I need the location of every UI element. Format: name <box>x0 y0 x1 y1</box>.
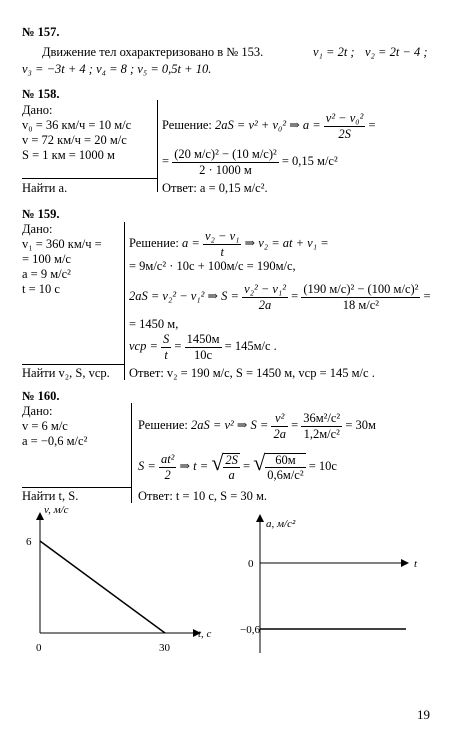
problem-157-number: № 157. <box>22 25 60 39</box>
denominator: 2 <box>164 467 171 482</box>
formula: = <box>162 153 170 168</box>
formula: = <box>423 288 431 303</box>
numerator: v² <box>271 412 288 427</box>
numerator: (190 м/с)² − (100 м/с)² <box>303 282 419 296</box>
problem-157-v2: v₂ = 2t − 4 ; <box>365 45 428 59</box>
fraction <box>185 333 222 361</box>
denominator: 2a <box>273 426 286 441</box>
solution-label: Решение: <box>129 235 179 250</box>
x-tick-label: 30 <box>159 642 170 654</box>
given-value: a = 9 м/с² <box>22 267 71 281</box>
denominator: 18 м/с² <box>342 297 380 312</box>
x-axis-label: t, с <box>198 628 212 640</box>
fraction <box>159 453 176 481</box>
denominator: 2S <box>338 126 351 141</box>
velocity-line <box>40 541 165 633</box>
solution-line <box>129 333 277 361</box>
y-axis-label: a, м/с² <box>266 518 296 530</box>
solution-line <box>138 412 376 440</box>
sqrt-sign: √ <box>211 450 224 475</box>
find-text: Найти a. <box>22 181 68 195</box>
denominator: 2 · 1000 м <box>199 162 252 177</box>
given-value: v = 72 км/ч = 20 м/с <box>22 133 127 147</box>
find-text: Найти t, S. <box>22 489 79 503</box>
numerator: v₂² − v₁² <box>244 282 287 296</box>
answer-text: Ответ: v₂ = 190 м/с, S = 1450 м, vср = 145 м/с . <box>129 366 375 380</box>
divider <box>157 100 158 192</box>
solution-line <box>162 148 338 176</box>
fraction <box>301 283 420 311</box>
formula: vср = <box>129 338 158 353</box>
formula: = <box>174 338 182 353</box>
given-value: v = 6 м/с <box>22 419 68 433</box>
denominator: a <box>228 468 235 483</box>
find-text: Найти v₂, S, vср. <box>22 366 110 380</box>
y-tick-label: −0,6 <box>240 624 260 636</box>
y-tick-label: 6 <box>26 536 32 548</box>
numerator: at² <box>160 452 175 467</box>
divider <box>22 364 124 365</box>
given-title: Дано: <box>22 222 53 236</box>
numerator: v² − v₀² <box>325 111 364 125</box>
solution-line <box>129 283 431 311</box>
denominator: t <box>164 347 168 362</box>
numerator: 1450м <box>186 332 220 346</box>
formula: = <box>368 117 376 132</box>
velocity-graph <box>0 505 220 660</box>
divider <box>124 222 125 380</box>
x-axis-label: t <box>414 558 418 570</box>
formula: 2aS = v² ⇒ S = <box>191 417 269 432</box>
solution-line <box>162 112 376 140</box>
problem-159-number: № 159. <box>22 207 60 221</box>
formula: = <box>291 417 299 432</box>
numerator: 36м²/с² <box>303 411 341 425</box>
problem-157-text2: v₃ = −3t + 4 ; v₄ = 8 ; v₅ = 0,5t + 10. <box>22 62 212 76</box>
page-number: 19 <box>417 707 430 722</box>
formula: = <box>291 288 299 303</box>
y-axis-label: v, м/с <box>44 505 69 516</box>
formula: = 10с <box>308 459 337 473</box>
problem-158-number: № 158. <box>22 87 60 101</box>
given-value: t = 10 с <box>22 282 60 296</box>
solution-label: Решение: <box>162 117 212 132</box>
problem-160-number: № 160. <box>22 389 60 403</box>
formula: a = <box>182 235 200 250</box>
fraction <box>223 453 240 482</box>
problem-157-text: Движение тел охарактеризовано в № 153. <box>42 45 264 59</box>
denominator: t <box>220 244 224 259</box>
given-value: a = −0,6 м/с² <box>22 434 88 448</box>
formula: = 30м <box>345 417 376 432</box>
given-title: Дано: <box>22 103 53 117</box>
fraction <box>265 453 305 482</box>
fraction <box>301 412 342 440</box>
given-value: v₀ = 36 км/ч = 10 м/с <box>22 118 132 132</box>
formula: S = <box>138 459 156 473</box>
numerator: (20 м/с)² − (10 м/с)² <box>174 147 277 161</box>
answer-text: Ответ: a = 0,15 м/с². <box>162 181 268 195</box>
formula: 2aS = v₂² − v₁² ⇒ S = <box>129 288 239 303</box>
denominator: 1,2м/с² <box>303 426 340 441</box>
solution-line: = 9м/с² · 10с + 100м/с = 190м/с, <box>129 259 296 273</box>
formula: 2aS = v² + v₀² ⇒ a = <box>215 117 321 132</box>
fraction <box>172 148 279 176</box>
problem-157-v1: v₁ = 2t ; <box>313 45 355 59</box>
given-value: = 100 м/с <box>22 252 71 266</box>
solution-line: = 1450 м, <box>129 317 179 331</box>
divider <box>131 403 132 503</box>
divider <box>22 487 131 488</box>
divider <box>22 178 157 179</box>
given-title: Дано: <box>22 404 53 418</box>
formula: ⇒ v₂ = at + v₁ = <box>244 235 329 250</box>
numerator: 60м <box>265 454 305 469</box>
fraction <box>161 333 171 361</box>
solution-line <box>138 452 337 482</box>
fraction <box>242 283 288 311</box>
given-value: S = 1 км = 1000 м <box>22 148 115 162</box>
fraction <box>203 230 241 258</box>
numerator: 2S <box>225 452 238 467</box>
denominator: 0,6м/с² <box>267 468 304 483</box>
solution-label: Решение: <box>138 417 188 432</box>
given-value: v₁ = 360 км/ч = <box>22 237 102 251</box>
formula: ⇒ t = <box>179 459 209 473</box>
sqrt-sign: √ <box>253 450 266 475</box>
numerator: v₂ − v₁ <box>204 229 240 243</box>
formula: = <box>243 459 251 473</box>
numerator: S <box>163 332 170 346</box>
denominator: 10с <box>194 347 213 362</box>
fraction <box>271 412 288 440</box>
answer-text: Ответ: t = 10 с, S = 30 м. <box>138 489 268 503</box>
formula: = 0,15 м/с² <box>281 153 338 168</box>
fraction <box>324 112 366 140</box>
denominator: 2a <box>258 297 272 312</box>
y-tick-label: 0 <box>248 558 254 570</box>
acceleration-graph <box>218 505 438 660</box>
formula: = 145м/с . <box>224 338 277 353</box>
solution-line <box>129 230 329 258</box>
x-tick-label: 0 <box>36 642 42 654</box>
